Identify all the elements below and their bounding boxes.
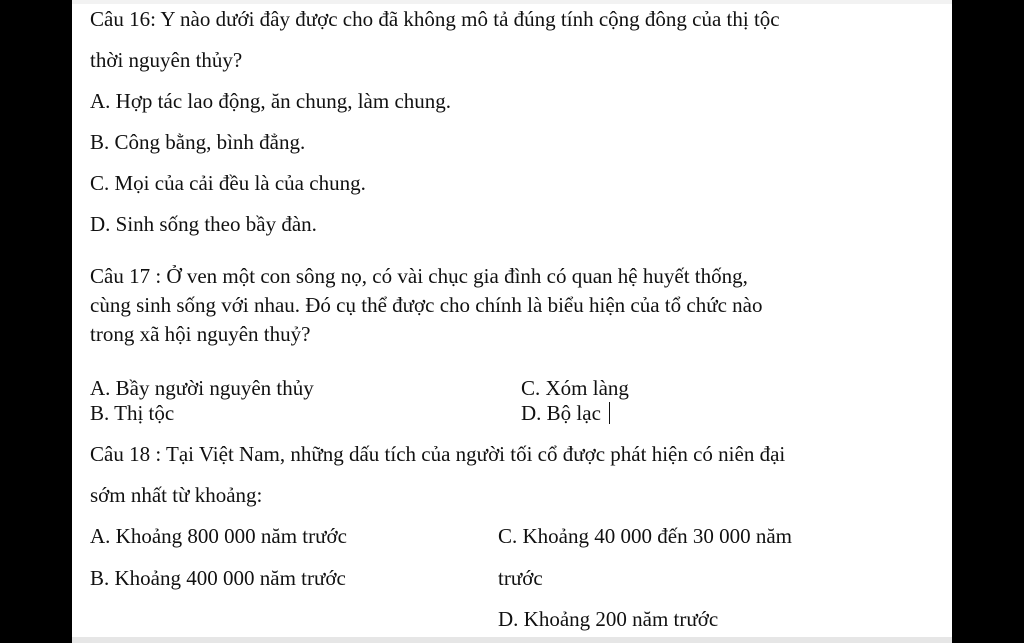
q17-stem-line-3: trong xã hội nguyên thuỷ? [90,322,311,346]
q16-option-b: B. Công bằng, bình đẳng. [90,130,306,154]
q16-option-a: A. Hợp tác lao động, ăn chung, làm chung. [90,89,452,113]
q16-option-d: D. Sinh sống theo bầy đàn. [90,212,317,236]
q18-stem-line-1: Câu 18 : Tại Việt Nam, những dấu tích của người tối cổ được phát hiện có niên đại [90,442,786,466]
q17-option-c: C. Xóm làng [521,376,629,400]
q16-stem-line-1: Câu 16: Y nào dưới đây được cho đã không mô tả đúng tính cộng đông của thị tộc [90,7,780,31]
q17-option-d: D. Bộ lạc [521,401,601,425]
text-cursor [609,402,610,424]
q18-stem-line-2: sớm nhất từ khoảng: [90,483,263,507]
q16-option-c: C. Mọi của cải đều là của chung. [90,171,366,195]
q17-option-b: B. Thị tộc [90,401,175,425]
q17-stem-line-2: cùng sinh sống với nhau. Đó cụ thể được cho chính là biểu hiện của tổ chức nào [90,293,763,317]
bottom-edge-strip [72,637,952,643]
q18-option-d: D. Khoảng 200 năm trước [498,607,719,631]
q17-option-d-row [521,401,610,425]
q18-option-b: B. Khoảng 400 000 năm trước [90,566,346,590]
q18-option-c-line-2: trước [498,566,543,590]
q17-option-a: A. Bầy người nguyên thủy [90,376,314,400]
q17-stem-line-1: Câu 17 : Ở ven một con sông nọ, có vài chục gia đình có quan hệ huyết thống, [90,264,748,288]
document-page [72,0,952,643]
q18-option-c-line-1: C. Khoảng 40 000 đến 30 000 năm [498,524,792,548]
q18-option-a: A. Khoảng 800 000 năm trước [90,524,347,548]
top-edge-strip [72,0,952,4]
q16-stem-line-2: thời nguyên thủy? [90,48,243,72]
